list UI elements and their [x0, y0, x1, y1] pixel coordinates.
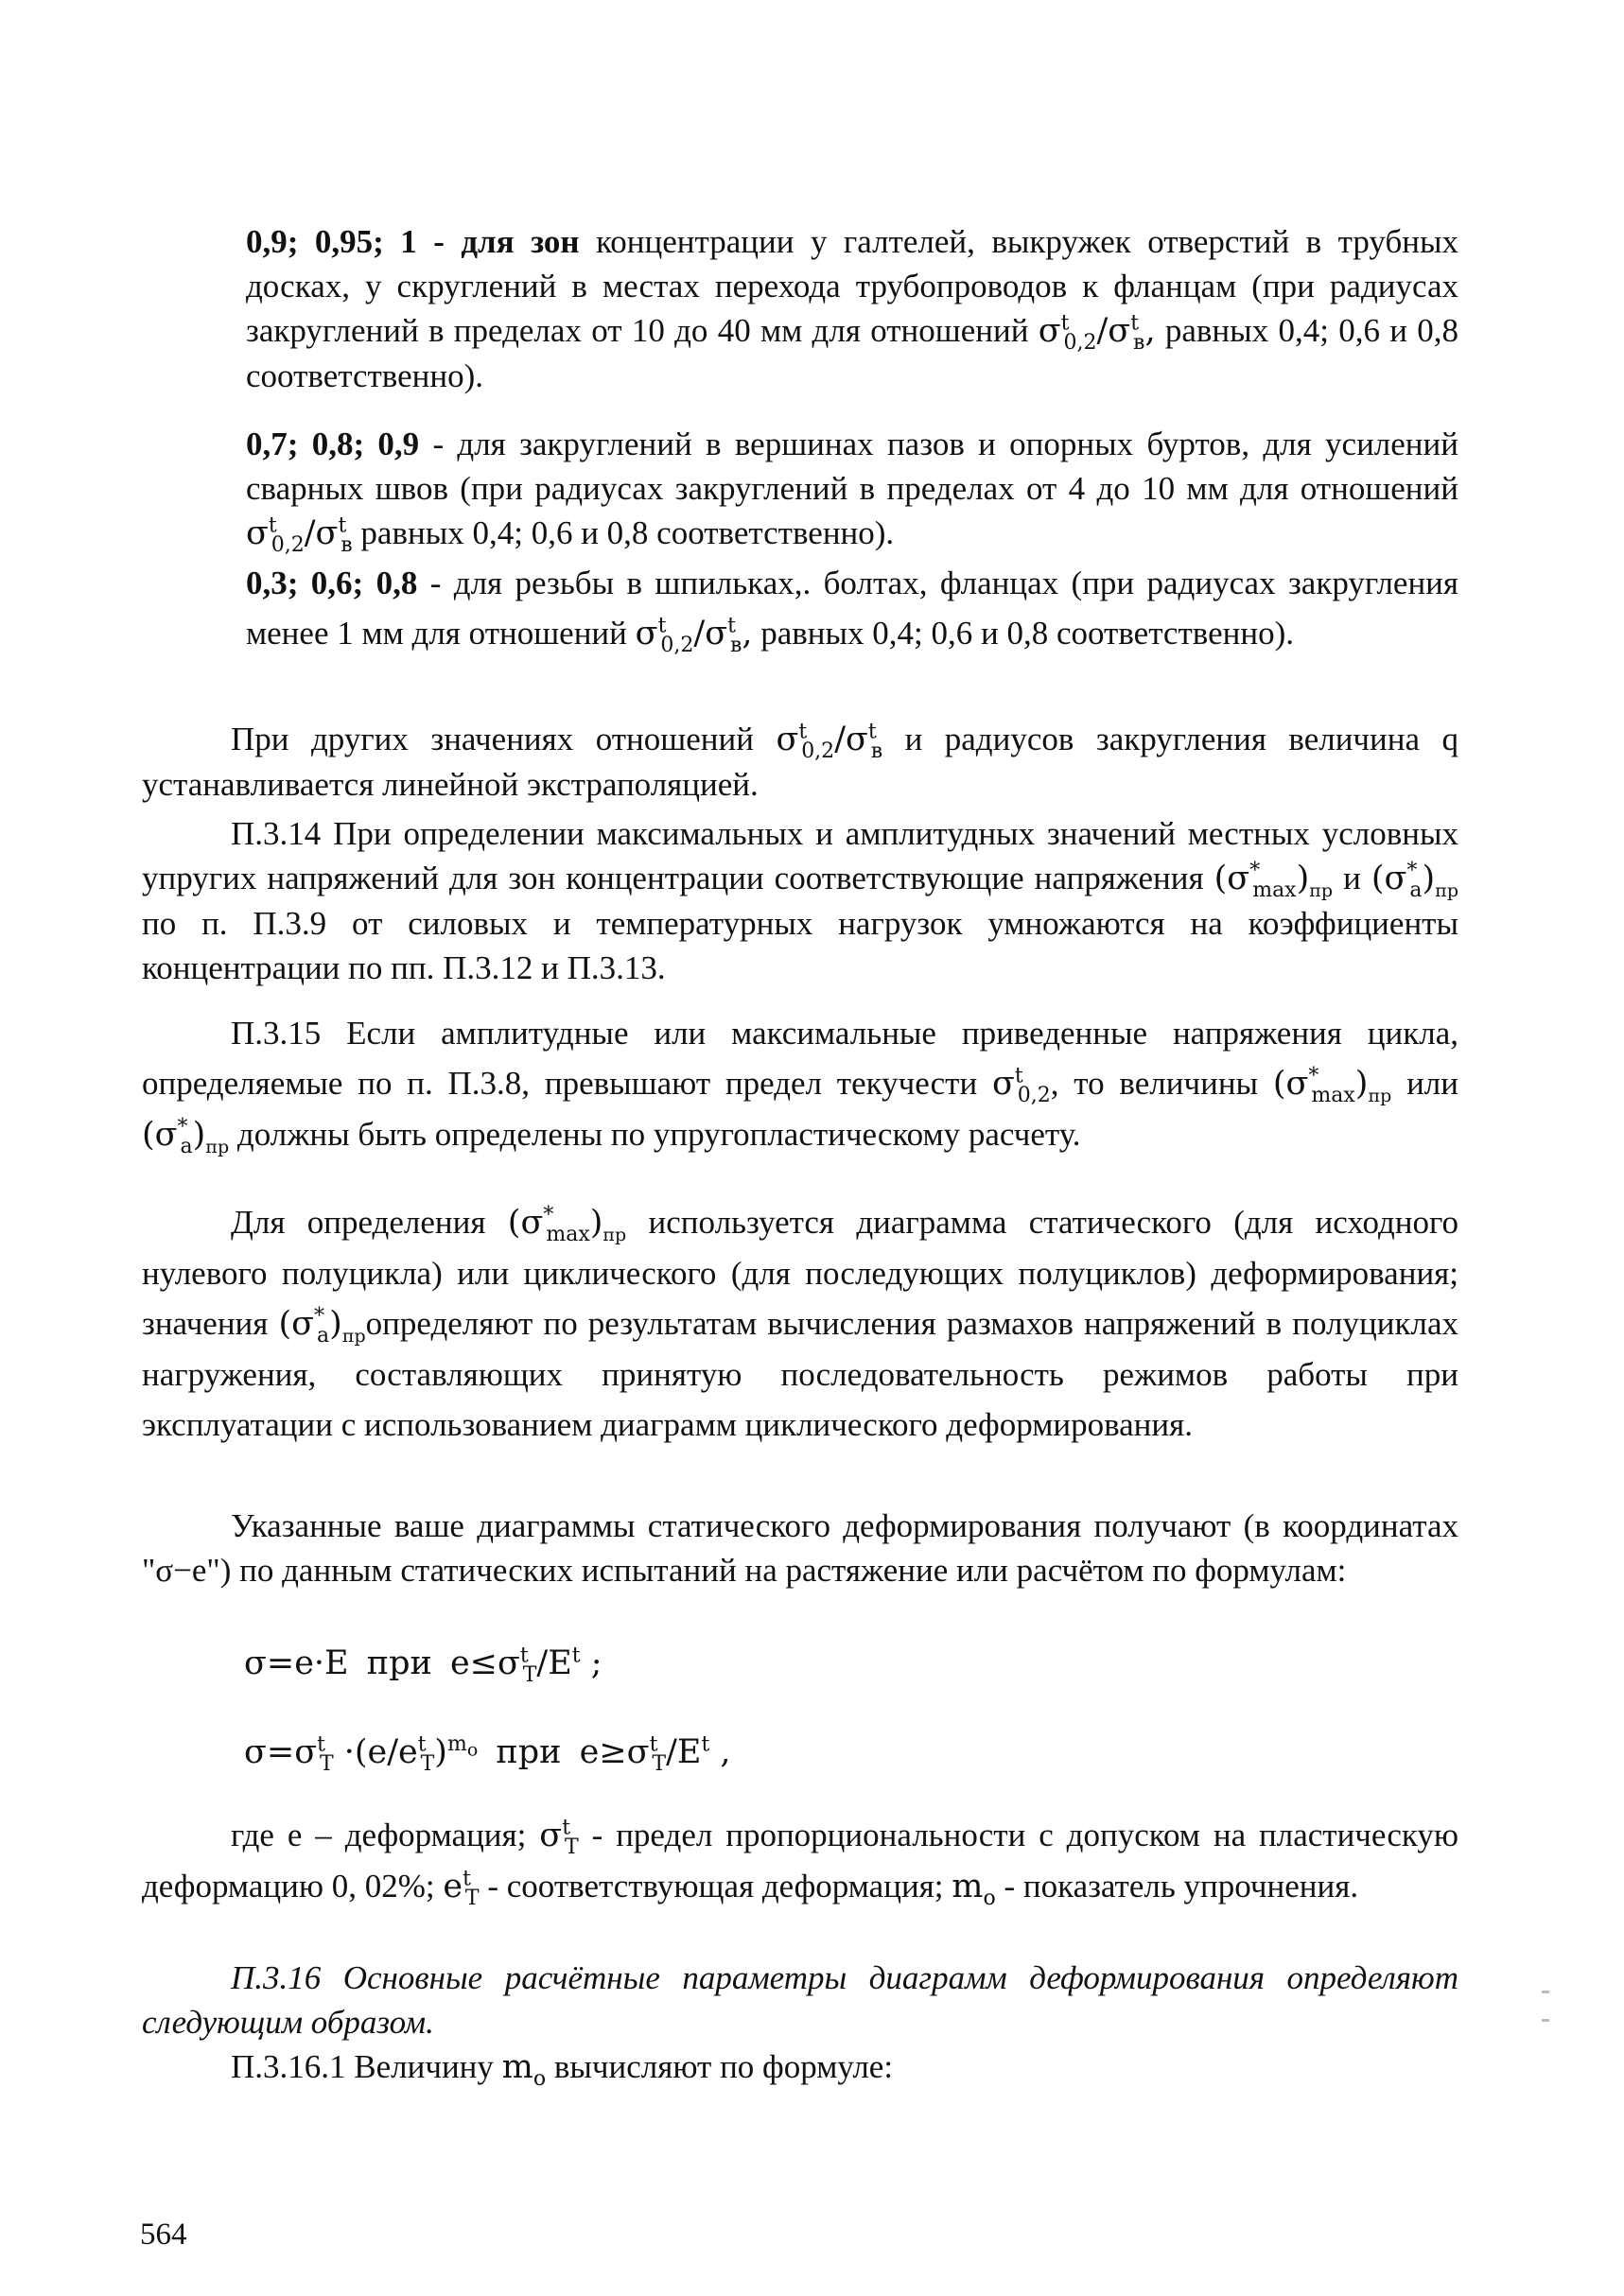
- stress-ratio-formula: $\sigma^t_{0,2}/\sigma^t_в$: [246, 513, 353, 557]
- eq1-when: при: [366, 1644, 432, 1682]
- paragraph-item-2: [246, 422, 1458, 556]
- yield-stress-symbol: $\sigma^t_{0,2}$: [992, 1064, 1051, 1107]
- eq2-when: при: [496, 1733, 562, 1771]
- stress-ratio-formula: $\sigma^t_{0,2}/\sigma^t_в$: [776, 720, 883, 763]
- item-2-text: - для закруглений в вершинах пазов и опорных буртов, для усилений сварных швов (при радиусах закруглений в пределах от 4 до 10 мм для отношений: [246, 426, 1458, 507]
- p3-16-1-text-end: вычисляют по формуле:: [553, 2048, 894, 2085]
- scan-artifact: [1542, 2019, 1549, 2022]
- p3-15-text: П.3.15 Если амплитудные или максимальные приведенные напряжения цикла, определяемые по п. П.3.8, превышают предел текучести: [142, 1015, 1458, 1102]
- max-stress-symbol: $(\sigma^*_{max})_{пр}$: [507, 1203, 627, 1246]
- other-values-text: При других значениях отношений: [231, 721, 754, 757]
- definition-text-mid: используется диаграмма статического (для исходного нулевого полуцикла) или циклического (для последующих полуциклов) деформирования; значения: [142, 1204, 1459, 1342]
- paragraph-p3-16-1: [142, 2044, 1458, 2090]
- eq2-lhs: σ=σ: [244, 1733, 318, 1771]
- hardening-exponent-symbol: $m_o$: [952, 1868, 996, 1910]
- max-stress-symbol: $(\sigma^*_{max})_{пр}$: [1272, 1064, 1392, 1107]
- equation-elastic: σ=e·E при $e\le\sigma^t_T/E^t$ ;: [244, 1644, 602, 1687]
- page-number: 564: [140, 2218, 187, 2252]
- item-1-end: равных 0,4; 0,6 и 0,8 соответственно).: [246, 312, 1459, 394]
- paragraph-where: [142, 1810, 1458, 1912]
- paragraph-diagrams: [142, 1504, 1458, 1592]
- amplitude-stress-symbol: $(\sigma^*_a)_{пр}$: [1371, 859, 1459, 902]
- p3-15-text-mid: , то величины: [1050, 1065, 1259, 1102]
- amplitude-stress-symbol: $(\sigma^*_a)_{пр}$: [278, 1304, 366, 1348]
- item-2-end: равных 0,4; 0,6 и 0,8 соответственно).: [360, 514, 895, 551]
- amplitude-stress-symbol: $(\sigma^*_a)_{пр}$: [142, 1115, 230, 1158]
- paragraph-p3-16: [142, 1956, 1458, 2044]
- paragraph-item-3: [246, 558, 1458, 659]
- paragraph-p3-14: [142, 811, 1458, 990]
- item-2-values: 0,7; 0,8; 0,9: [246, 426, 420, 462]
- hardening-exponent-symbol: $m_o$: [501, 2048, 547, 2091]
- p3-16-1-text: П.3.16.1 Величину: [231, 2048, 494, 2085]
- eq1-lhs: σ=e·E: [244, 1644, 349, 1682]
- definition-text: Для определения: [231, 1204, 486, 1241]
- proportional-limit-symbol: $\sigma^t_T$: [539, 1816, 579, 1859]
- paragraph-p3-15: [142, 1008, 1458, 1160]
- max-stress-symbol: $(\sigma^*_{max})_{пр}$: [1214, 859, 1334, 902]
- equation-plastic: $\sigma=\sigma^t_T \cdot(e/e^t_T)^{m_o}$ при $e\ge\sigma^t_T/E^t$ ,: [244, 1732, 731, 1776]
- where-text-mid2: - соответствующая деформация;: [487, 1868, 944, 1905]
- deformation-symbol: $e^t_T$: [443, 1867, 480, 1910]
- where-text-end: - показатель упрочнения.: [1004, 1868, 1359, 1905]
- diagrams-text: Указанные ваше диаграммы статического деформирования получают (в координатах "σ−e") по данным статических испытаний на растяжение или расчётом по формулам:: [142, 1507, 1458, 1589]
- p3-14-text-end: по п. П.3.9 от силовых и температурных нагрузок умножаются на коэффициенты концентрации по пп. П.3.12 и П.3.13.: [142, 905, 1458, 986]
- item-3-end: равных 0,4; 0,6 и 0,8 соответственно).: [760, 615, 1294, 652]
- stress-ratio-formula: $\sigma^t_{0,2}/\sigma^t_в$,: [635, 614, 753, 657]
- eq1-condition: e≤σ: [449, 1644, 520, 1682]
- where-text: где e – деформация;: [231, 1817, 527, 1853]
- p3-14-text: П.3.14 При определении максимальных и амплитудных значений местных условных упругих напряжений для зон концентрации соответствующие напряжения: [142, 815, 1458, 896]
- eq2-condition: e≥σ: [579, 1733, 650, 1771]
- definition-text-end: определяют по результатам вычисления размахов напряжений в полуциклах нагружения, составляющих принятую последовательность режимов работы при эксплуатации с использованием диаграмм циклического деформирования.: [142, 1305, 1458, 1443]
- scan-artifact: [1542, 1991, 1549, 1993]
- item-3-values: 0,3; 0,6; 0,8: [246, 565, 418, 601]
- p3-15-text-end: должны быть определены по упругопластическому расчету.: [236, 1116, 1081, 1153]
- p3-14-and: и: [1343, 860, 1361, 896]
- item-3-text: - для резьбы в шпильках,. болтах, фланцах (при радиусах закругления менее 1 мм для отношений: [246, 565, 1459, 652]
- p3-15-or: или: [1406, 1065, 1459, 1102]
- paragraph-definition: [142, 1197, 1458, 1450]
- p3-16-text: П.3.16 Основные расчётные параметры диаграмм деформирования определяют следующим образом.: [142, 1959, 1458, 2041]
- item-1-values: 0,9; 0,95; 1 - для зон: [246, 223, 580, 260]
- paragraph-item-1: [246, 219, 1458, 398]
- paragraph-other-values: [142, 717, 1458, 807]
- where-text-mid: - предел пропорциональности с допуском на пластическую деформацию 0, 02%;: [142, 1817, 1459, 1905]
- item-1-text: концентрации у галтелей, выкружек отверстий в трубных досках, у скруглений в местах перехода трубопроводов к фланцам (при радиусах закруглений в пределах от 10 до 40 мм для отношений: [246, 223, 1458, 349]
- other-values-text-end: и радиусов закругления величина q устанавливается линейной экстраполяцией.: [142, 721, 1458, 803]
- stress-ratio-formula: $\sigma^t_{0,2}/\sigma^t_в$,: [1038, 311, 1156, 355]
